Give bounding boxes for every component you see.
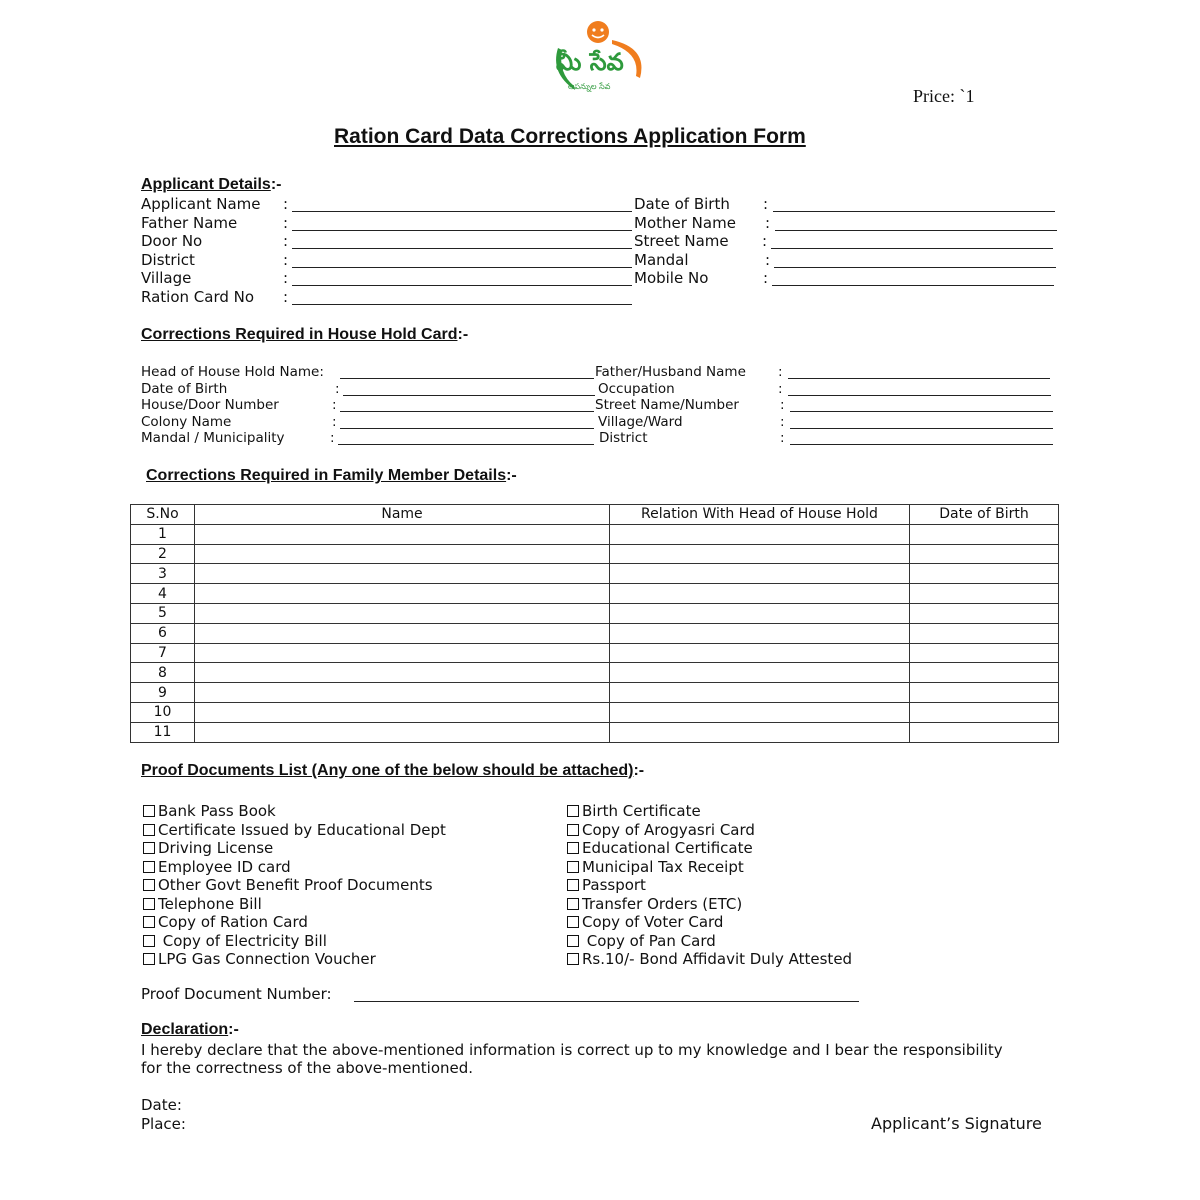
hh-occupation-field[interactable] bbox=[788, 395, 1051, 396]
table-row bbox=[131, 544, 1059, 564]
row-sno: 4 bbox=[131, 584, 195, 604]
hh-colony-field[interactable] bbox=[340, 428, 594, 429]
applicant-label-mobile: Mobile No bbox=[634, 269, 709, 287]
hh-label-street: Street Name/Number bbox=[595, 397, 739, 413]
hh-label-village: Village/Ward bbox=[598, 414, 683, 430]
row-sno: 2 bbox=[131, 544, 195, 564]
place-label: Place: bbox=[141, 1115, 186, 1133]
applicant-label-dob: Date of Birth bbox=[634, 195, 730, 213]
applicant-label-mother: Mother Name bbox=[634, 214, 736, 232]
dob-cell[interactable] bbox=[910, 643, 1059, 663]
row-sno: 7 bbox=[131, 643, 195, 663]
mandal-field[interactable] bbox=[774, 267, 1056, 268]
proof-item[interactable]: Transfer Orders (ETC) bbox=[567, 895, 742, 913]
hh-label-dob: Date of Birth bbox=[141, 381, 228, 397]
dob-cell[interactable] bbox=[910, 584, 1059, 604]
name-cell[interactable] bbox=[195, 702, 610, 722]
checkbox-icon[interactable] bbox=[143, 842, 155, 854]
hh-label-head-name: Head of House Hold Name: bbox=[141, 364, 324, 380]
row-sno: 5 bbox=[131, 603, 195, 623]
proof-item[interactable]: Rs.10/- Bond Affidavit Duly Attested bbox=[567, 950, 852, 968]
checkbox-icon[interactable] bbox=[143, 824, 155, 836]
table-header-row bbox=[131, 505, 1059, 525]
signature-label: Applicant’s Signature bbox=[871, 1114, 1042, 1133]
form-title: Ration Card Data Corrections Application Form bbox=[334, 125, 806, 148]
col-sno: S.No bbox=[131, 505, 195, 525]
hh-label-house-no: House/Door Number bbox=[141, 397, 279, 413]
checkbox-icon[interactable] bbox=[143, 861, 155, 873]
dob-cell[interactable] bbox=[910, 722, 1059, 742]
proof-number-field[interactable] bbox=[354, 1001, 859, 1002]
hh-head-name-field[interactable] bbox=[340, 378, 594, 379]
relation-cell[interactable] bbox=[610, 564, 910, 584]
logo-text: మీ సేవ bbox=[556, 48, 624, 76]
proof-item[interactable]: Copy of Electricity Bill bbox=[143, 932, 327, 950]
name-cell[interactable] bbox=[195, 544, 610, 564]
relation-cell[interactable] bbox=[610, 702, 910, 722]
checkbox-icon[interactable] bbox=[143, 953, 155, 965]
village-field[interactable] bbox=[292, 285, 632, 286]
logo-tagline: ఆపన్నుల సేవ bbox=[568, 82, 611, 91]
checkbox-icon[interactable] bbox=[143, 916, 155, 928]
row-sno: 9 bbox=[131, 683, 195, 703]
checkbox-icon[interactable] bbox=[567, 842, 579, 854]
meeseva-logo bbox=[530, 18, 665, 98]
applicant-label-district: District bbox=[141, 251, 195, 269]
family-members-table bbox=[130, 504, 1059, 743]
relation-cell[interactable] bbox=[610, 643, 910, 663]
table-row bbox=[131, 663, 1059, 683]
proof-item[interactable]: Copy of Ration Card bbox=[143, 913, 308, 931]
checkbox-icon[interactable] bbox=[143, 935, 155, 947]
row-sno: 11 bbox=[131, 722, 195, 742]
dob-cell[interactable] bbox=[910, 564, 1059, 584]
applicant-label-ration: Ration Card No bbox=[141, 288, 255, 306]
applicant-label-street: Street Name bbox=[634, 232, 729, 250]
col-relation: Relation With Head of House Hold bbox=[610, 505, 910, 525]
proofs-heading: Proof Documents List (Any one of the below should be attached):- bbox=[141, 762, 645, 779]
hh-label-colony: Colony Name bbox=[141, 414, 232, 430]
relation-cell[interactable] bbox=[610, 544, 910, 564]
dob-cell[interactable] bbox=[910, 702, 1059, 722]
checkbox-icon[interactable] bbox=[143, 805, 155, 817]
table-row bbox=[131, 623, 1059, 643]
col-name: Name bbox=[195, 505, 610, 525]
proof-item[interactable]: Municipal Tax Receipt bbox=[567, 858, 744, 876]
relation-cell[interactable] bbox=[610, 603, 910, 623]
applicant-name-field[interactable] bbox=[292, 211, 632, 212]
hh-father-husband-field[interactable] bbox=[788, 378, 1050, 379]
checkbox-icon[interactable] bbox=[567, 861, 579, 873]
proof-item[interactable]: Telephone Bill bbox=[143, 895, 262, 913]
applicant-label-village: Village bbox=[141, 269, 192, 287]
row-sno: 3 bbox=[131, 564, 195, 584]
name-cell[interactable] bbox=[195, 683, 610, 703]
household-heading: Corrections Required in House Hold Card:- bbox=[141, 326, 469, 343]
checkbox-icon[interactable] bbox=[143, 879, 155, 891]
family-heading: Corrections Required in Family Member Details:- bbox=[146, 467, 517, 484]
proof-item[interactable]: Certificate Issued by Educational Dept bbox=[143, 821, 446, 839]
name-cell[interactable] bbox=[195, 603, 610, 623]
dob-cell[interactable] bbox=[910, 683, 1059, 703]
proof-item[interactable]: Driving License bbox=[143, 839, 273, 857]
proof-item[interactable]: Copy of Voter Card bbox=[567, 913, 723, 931]
mobile-no-field[interactable] bbox=[772, 285, 1054, 286]
applicant-heading: Applicant Details:- bbox=[141, 176, 282, 193]
proof-item[interactable]: Educational Certificate bbox=[567, 839, 753, 857]
proof-number-label: Proof Document Number: bbox=[141, 985, 332, 1003]
name-cell[interactable] bbox=[195, 663, 610, 683]
hh-village-field[interactable] bbox=[790, 428, 1053, 429]
street-name-field[interactable] bbox=[771, 248, 1053, 249]
hh-label-district: District bbox=[599, 430, 648, 446]
table-row bbox=[131, 524, 1059, 544]
table-row bbox=[131, 722, 1059, 742]
declaration-heading: Declaration:- bbox=[141, 1021, 239, 1038]
relation-cell[interactable] bbox=[610, 623, 910, 643]
table-row bbox=[131, 584, 1059, 604]
name-cell[interactable] bbox=[195, 584, 610, 604]
name-cell[interactable] bbox=[195, 722, 610, 742]
name-cell[interactable] bbox=[195, 564, 610, 584]
father-name-field[interactable] bbox=[292, 230, 632, 231]
hh-district-field[interactable] bbox=[790, 444, 1053, 445]
col-dob: Date of Birth bbox=[910, 505, 1059, 525]
district-field[interactable] bbox=[292, 267, 632, 268]
checkbox-icon[interactable] bbox=[567, 916, 579, 928]
checkbox-icon[interactable] bbox=[567, 953, 579, 965]
proof-item[interactable]: Passport bbox=[567, 876, 646, 894]
proof-item[interactable]: Copy of Arogyasri Card bbox=[567, 821, 755, 839]
proof-item[interactable]: LPG Gas Connection Voucher bbox=[143, 950, 376, 968]
hh-label-occupation: Occupation bbox=[598, 381, 675, 397]
checkbox-icon[interactable] bbox=[567, 824, 579, 836]
proof-item[interactable]: Other Govt Benefit Proof Documents bbox=[143, 876, 433, 894]
relation-cell[interactable] bbox=[610, 524, 910, 544]
hh-mandal-field[interactable] bbox=[338, 444, 594, 445]
name-cell[interactable] bbox=[195, 643, 610, 663]
row-sno: 10 bbox=[131, 702, 195, 722]
name-cell[interactable] bbox=[195, 524, 610, 544]
checkbox-icon[interactable] bbox=[567, 879, 579, 891]
table-row bbox=[131, 643, 1059, 663]
relation-cell[interactable] bbox=[610, 663, 910, 683]
proof-item[interactable]: Copy of Pan Card bbox=[567, 932, 716, 950]
relation-cell[interactable] bbox=[610, 683, 910, 703]
relation-cell[interactable] bbox=[610, 584, 910, 604]
table-row bbox=[131, 564, 1059, 584]
dob-cell[interactable] bbox=[910, 544, 1059, 564]
proof-item[interactable]: Birth Certificate bbox=[567, 802, 701, 820]
checkbox-icon[interactable] bbox=[567, 805, 579, 817]
table-row bbox=[131, 603, 1059, 623]
table-row bbox=[131, 683, 1059, 703]
checkbox-icon[interactable] bbox=[567, 935, 579, 947]
hh-house-no-field[interactable] bbox=[340, 411, 594, 412]
dob-cell[interactable] bbox=[910, 603, 1059, 623]
door-no-field[interactable] bbox=[292, 248, 632, 249]
ration-card-no-field[interactable] bbox=[292, 304, 632, 305]
hh-label-mandal: Mandal / Municipality bbox=[141, 430, 285, 446]
hh-dob-field[interactable] bbox=[343, 395, 595, 396]
dob-cell[interactable] bbox=[910, 524, 1059, 544]
checkbox-icon[interactable] bbox=[567, 898, 579, 910]
table-row bbox=[131, 702, 1059, 722]
checkbox-icon[interactable] bbox=[143, 898, 155, 910]
name-cell[interactable] bbox=[195, 623, 610, 643]
applicant-label-door: Door No bbox=[141, 232, 203, 250]
row-sno: 1 bbox=[131, 524, 195, 544]
declaration-line2: for the correctness of the above-mentioned. bbox=[141, 1059, 474, 1077]
row-sno: 6 bbox=[131, 623, 195, 643]
dob-field[interactable] bbox=[773, 211, 1055, 212]
proof-item[interactable]: Employee ID card bbox=[143, 858, 291, 876]
price-label: Price: `1 bbox=[913, 86, 975, 106]
date-label: Date: bbox=[141, 1096, 182, 1114]
mother-name-field[interactable] bbox=[775, 230, 1057, 231]
applicant-label-father: Father Name bbox=[141, 214, 238, 232]
row-sno: 8 bbox=[131, 663, 195, 683]
hh-label-father-husband: Father/Husband Name bbox=[595, 364, 746, 380]
proof-item[interactable]: Bank Pass Book bbox=[143, 802, 276, 820]
hh-street-field[interactable] bbox=[790, 411, 1053, 412]
relation-cell[interactable] bbox=[610, 722, 910, 742]
applicant-label-mandal: Mandal bbox=[634, 251, 689, 269]
dob-cell[interactable] bbox=[910, 663, 1059, 683]
declaration-line1: I hereby declare that the above-mentioned information is correct up to my knowledge and I bear the responsibility bbox=[141, 1041, 1003, 1059]
applicant-label-name: Applicant Name bbox=[141, 195, 261, 213]
dob-cell[interactable] bbox=[910, 623, 1059, 643]
